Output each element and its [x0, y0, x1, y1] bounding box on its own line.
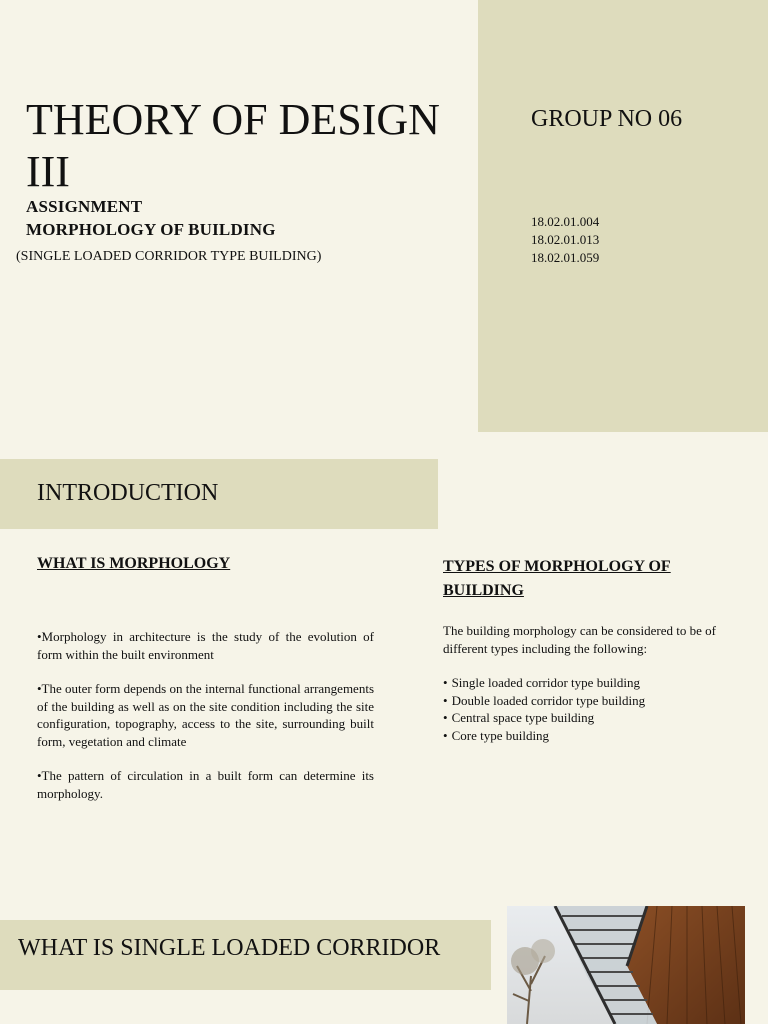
introduction-heading: INTRODUCTION: [37, 480, 219, 506]
assignment-note: (SINGLE LOADED CORRIDOR TYPE BUILDING): [16, 249, 322, 264]
types-intro: The building morphology can be considered to be of different types including the following:: [443, 623, 716, 656]
group-title: GROUP NO 06: [531, 106, 683, 132]
student-id: 18.02.01.013: [531, 232, 600, 247]
list-item: • Core type building: [443, 727, 743, 745]
list-item: • Double loaded corridor type building: [443, 692, 743, 710]
list-item: • Single loaded corridor type building: [443, 674, 743, 692]
paragraph: •The outer form depends on the internal functional arrangements of the building as well as on the site condition including the site configuration, topography, access to the site, surrounding built form, vegetation and climate: [37, 681, 374, 749]
assignment-label: ASSIGNMENT: [26, 197, 143, 216]
assignment-topic: MORPHOLOGY OF BUILDING: [26, 220, 276, 239]
list-item: • Central space type building: [443, 709, 743, 727]
assignment-block: [26, 195, 276, 241]
group-panel: [478, 0, 768, 432]
student-id: 18.02.01.004: [531, 214, 600, 229]
student-id-list: [531, 213, 599, 267]
types-list: [443, 674, 743, 744]
single-corridor-heading: WHAT IS SINGLE LOADED CORRIDOR: [18, 935, 441, 961]
types-text: [443, 622, 743, 744]
page-title: THEORY OF DESIGN III: [26, 95, 440, 196]
corridor-photo: [507, 906, 745, 1024]
morphology-text: [37, 628, 374, 819]
types-heading: TYPES OF MORPHOLOGY OF BUILDING: [443, 558, 671, 599]
morphology-heading: WHAT IS MORPHOLOGY: [37, 555, 231, 572]
student-id: 18.02.01.059: [531, 250, 600, 265]
paragraph: •The pattern of circulation in a built form can determine its morphology.: [37, 768, 374, 801]
paragraph: •Morphology in architecture is the study of the evolution of form within the built environment: [37, 629, 374, 662]
